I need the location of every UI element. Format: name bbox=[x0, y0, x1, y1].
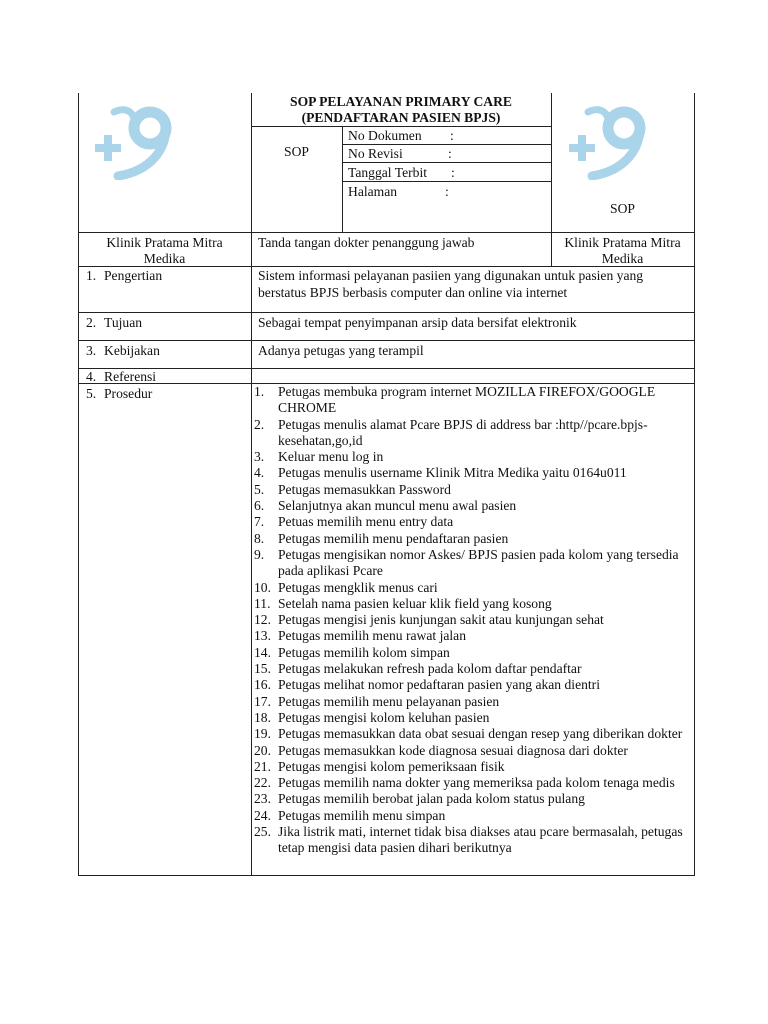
procedure-step-number: 2. bbox=[254, 416, 265, 432]
procedure-step bbox=[254, 580, 690, 596]
clinic-logo-left bbox=[92, 104, 182, 180]
procedure-step-text: Petugas mengisi kolom keluhan pasien bbox=[278, 709, 490, 725]
procedure-step-number: 16. bbox=[254, 677, 271, 693]
procedure-step bbox=[254, 645, 690, 661]
doc-field-halaman-sep: : bbox=[445, 184, 449, 199]
procedure-step bbox=[254, 775, 690, 791]
table-border-right bbox=[694, 93, 695, 875]
procedure-step-number: 19. bbox=[254, 726, 271, 742]
procedure-step bbox=[254, 759, 690, 775]
procedure-step bbox=[254, 596, 690, 612]
procedure-step-text: Petugas membuka program internet MOZILLA FIREFOX/GOOGLE CHROME bbox=[278, 384, 656, 416]
procedure-step-text: Petugas melihat nomor pedaftaran pasien yang akan dientri bbox=[278, 677, 600, 693]
procedure-step-text: Setelah nama pasien keluar klik field yang kosong bbox=[278, 595, 552, 611]
procedure-step-text: Petugas mengisi jenis kunjungan sakit atau kunjungan sehat bbox=[278, 612, 604, 628]
procedure-step-text: Petugas menulis alamat Pcare BPJS di address bar :http//pcare.bpjs-kesehatan,go,id bbox=[278, 416, 648, 448]
procedure-step bbox=[254, 449, 690, 465]
procedure-step-number: 6. bbox=[254, 498, 265, 514]
section-label-prosedur: Prosedur bbox=[104, 386, 153, 401]
section-num-referensi: 4. bbox=[86, 369, 97, 384]
doc-field-tanggal-terbit: Tanggal Terbit bbox=[348, 165, 428, 180]
doc-field-no-revisi-sep: : bbox=[448, 146, 452, 161]
procedure-step bbox=[254, 514, 690, 530]
procedure-step-number: 8. bbox=[254, 530, 265, 546]
procedure-step bbox=[254, 384, 690, 417]
procedure-step-text: Petugas memilih menu rawat jalan bbox=[278, 628, 466, 644]
procedure-step bbox=[254, 824, 690, 857]
table-border-left bbox=[78, 93, 79, 875]
signature-right-line-2: Medika bbox=[601, 251, 644, 266]
procedure-step-text: Petugas memasukkan data obat sesuai dengan resep yang diberikan dokter bbox=[278, 726, 683, 742]
procedure-step-text: Petugas mengisi kolom pemeriksaan fisik bbox=[278, 758, 505, 774]
procedure-step-number: 10. bbox=[254, 579, 271, 595]
document-title-line-1: SOP PELAYANAN PRIMARY CARE bbox=[290, 94, 512, 109]
section-num-tujuan: 2. bbox=[86, 315, 97, 330]
procedure-step-number: 22. bbox=[254, 775, 271, 791]
procedure-step-text: Petugas menulis username Klinik Mitra Medika yaitu 0164u011 bbox=[278, 465, 627, 481]
signature-left-line-1: Klinik Pratama Mitra bbox=[106, 235, 223, 250]
header-bottom-line bbox=[78, 232, 695, 233]
kebijakan-text: Adanya petugas yang terampil bbox=[258, 343, 424, 358]
procedure-step bbox=[254, 465, 690, 481]
doc-field-halaman: Halaman bbox=[348, 184, 398, 199]
doc-field-line-3 bbox=[342, 181, 551, 182]
procedure-step-text: Selanjutnya akan muncul menu awal pasien bbox=[278, 498, 517, 514]
procedure-step bbox=[254, 417, 690, 450]
procedure-step-text: Petugas memilih menu pendaftaran pasien bbox=[278, 530, 509, 546]
pengertian-row-bottom bbox=[78, 312, 695, 313]
procedure-step-number: 24. bbox=[254, 807, 271, 823]
procedure-step bbox=[254, 628, 690, 644]
procedure-step-number: 12. bbox=[254, 612, 271, 628]
procedure-step-text: Petugas memasukkan kode diagnosa sesuai diagnosa dari dokter bbox=[278, 742, 628, 758]
pengertian-text-line-1: Sistem informasi pelayanan pasiien yang digunakan untuk pasien yang bbox=[258, 268, 644, 283]
procedure-step bbox=[254, 482, 690, 498]
procedure-step-number: 3. bbox=[254, 449, 265, 465]
procedure-step bbox=[254, 791, 690, 807]
sop-label-right: SOP bbox=[610, 201, 635, 216]
section-num-kebijakan: 3. bbox=[86, 343, 97, 358]
procedure-step bbox=[254, 677, 690, 693]
procedure-step-number: 1. bbox=[254, 384, 265, 399]
sop-label-middle: SOP bbox=[284, 144, 309, 159]
section-label-kebijakan: Kebijakan bbox=[104, 343, 160, 358]
procedure-step bbox=[254, 726, 690, 742]
signature-middle: Tanda tangan dokter penanggung jawab bbox=[258, 235, 475, 250]
doc-field-tanggal-terbit-sep: : bbox=[451, 165, 455, 180]
pengertian-text-line-2: berstatus BPJS berbasis computer dan online via internet bbox=[258, 285, 568, 300]
procedure-step-number: 11. bbox=[254, 595, 271, 611]
procedure-step-number: 13. bbox=[254, 628, 271, 644]
procedure-step bbox=[254, 743, 690, 759]
section-num-prosedur: 5. bbox=[86, 386, 97, 401]
section-label-tujuan: Tujuan bbox=[104, 315, 143, 330]
procedure-step bbox=[254, 531, 690, 547]
procedure-step bbox=[254, 694, 690, 710]
signature-left-line-2: Medika bbox=[143, 251, 186, 266]
kebijakan-row-bottom bbox=[78, 368, 695, 369]
procedure-step-text: Petugas mengisikan nomor Askes/ BPJS pasien pada kolom yang tersedia pada aplikasi Pcare bbox=[278, 546, 679, 579]
procedure-step bbox=[254, 498, 690, 514]
procedure-step-number: 9. bbox=[254, 546, 265, 562]
procedure-step-number: 15. bbox=[254, 661, 271, 677]
procedure-step-text: Petugas memasukkan Password bbox=[278, 481, 451, 497]
table-border-inner-divider bbox=[342, 126, 343, 232]
procedure-step-text: Petugas memilih menu simpan bbox=[278, 807, 446, 823]
section-label-referensi: Referensi bbox=[104, 369, 157, 384]
procedure-step-text: Petugas memilih berobat jalan pada kolom status pulang bbox=[278, 791, 585, 807]
procedure-step-number: 17. bbox=[254, 693, 271, 709]
procedure-step bbox=[254, 547, 690, 580]
procedure-step-number: 14. bbox=[254, 644, 271, 660]
procedure-step-number: 20. bbox=[254, 742, 271, 758]
procedure-step bbox=[254, 661, 690, 677]
procedure-step bbox=[254, 710, 690, 726]
procedure-step-number: 4. bbox=[254, 465, 265, 481]
signature-right-line-1: Klinik Pratama Mitra bbox=[564, 235, 681, 250]
procedure-step-number: 5. bbox=[254, 481, 265, 497]
procedure-step bbox=[254, 808, 690, 824]
document-title-line-2: (PENDAFTARAN PASIEN BPJS) bbox=[301, 110, 501, 125]
procedure-step-number: 23. bbox=[254, 791, 271, 807]
procedure-steps-list bbox=[254, 384, 690, 857]
procedure-step-number: 7. bbox=[254, 514, 265, 530]
procedure-step-text: Petugas melakukan refresh pada kolom daftar pendaftar bbox=[278, 661, 582, 677]
procedure-step-text: Keluar menu log in bbox=[278, 449, 384, 465]
procedure-step bbox=[254, 612, 690, 628]
procedure-step-text: Petugas memilih nama dokter yang memeriksa pada kolom tenaga medis bbox=[278, 775, 675, 791]
procedure-step-text: Jika listrik mati, internet tidak bisa diakses atau pcare bermasalah, petugas tetap mengisi data pasien dihari berikutnya bbox=[278, 824, 683, 856]
procedure-step-number: 18. bbox=[254, 709, 271, 725]
procedure-step-text: Petuas memilih menu entry data bbox=[278, 514, 454, 530]
section-num-pengertian: 1. bbox=[86, 268, 97, 283]
procedure-step-text: Petugas mengklik menus cari bbox=[278, 579, 438, 595]
table-border-bottom bbox=[78, 875, 695, 876]
procedure-step-text: Petugas memilih kolom simpan bbox=[278, 644, 450, 660]
procedure-step-number: 25. bbox=[254, 824, 271, 840]
doc-field-no-dokumen: No Dokumen bbox=[348, 128, 422, 143]
doc-field-line-2 bbox=[342, 162, 551, 163]
tujuan-row-bottom bbox=[78, 340, 695, 341]
doc-field-no-revisi: No Revisi bbox=[348, 146, 403, 161]
section-label-pengertian: Pengertian bbox=[104, 268, 163, 283]
doc-field-no-dokumen-sep: : bbox=[450, 128, 454, 143]
clinic-logo-right bbox=[566, 104, 656, 180]
procedure-step-text: Petugas memilih menu pelayanan pasien bbox=[278, 693, 500, 709]
tujuan-text: Sebagai tempat penyimpanan arsip data bersifat elektronik bbox=[258, 315, 577, 330]
table-border-col-divider bbox=[251, 93, 252, 875]
procedure-step-number: 21. bbox=[254, 758, 271, 774]
